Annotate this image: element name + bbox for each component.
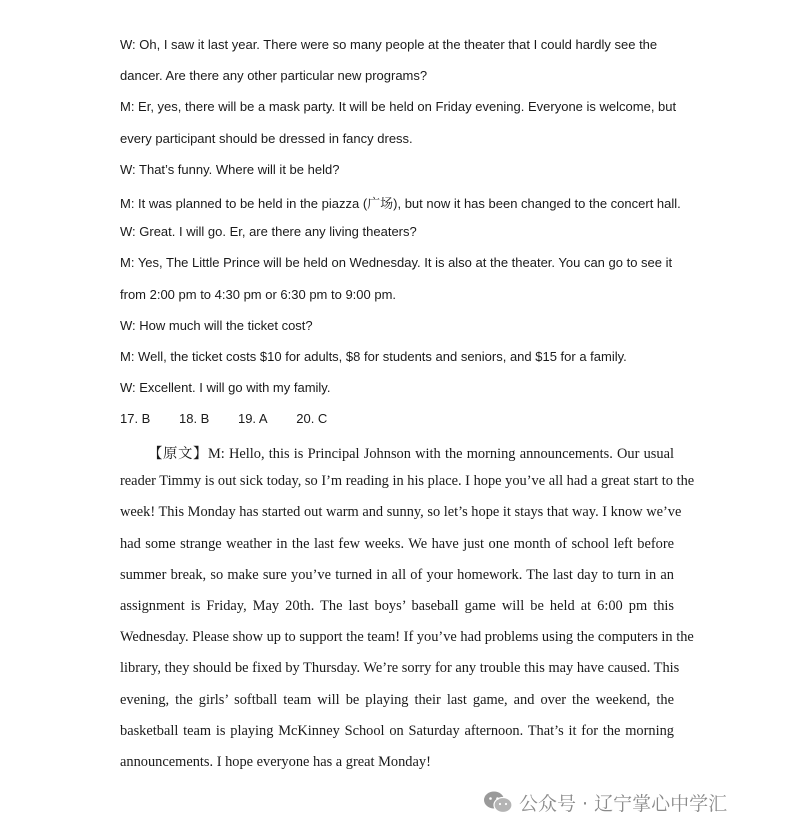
answer-20: 20. C	[296, 411, 328, 426]
dialogue-line: W: Oh, I saw it last year. There were so many people at the theater that I could hardly see the	[120, 37, 658, 52]
passage-line: announcements. I hope everyone has a great Monday!	[120, 754, 431, 770]
passage-line: basketball team is playing McKinney School on Saturday afternoon. That’s it for the morning	[120, 723, 674, 739]
answer-18: 18. B	[178, 411, 210, 426]
dialogue-line: W: That’s funny. Where will it be held?	[120, 162, 340, 177]
watermark-text: 公众号 · 辽宁掌心中学汇	[519, 792, 728, 815]
dialogue-line: W: Excellent. I will go with my family.	[120, 380, 331, 395]
dialogue-line: from 2:00 pm to 4:30 pm or 6:30 pm to 9:00 pm.	[120, 287, 397, 302]
answer-17: 17. B	[120, 411, 151, 426]
passage-line: Wednesday. Please show up to support the team! If you’ve had problems using the computers in the	[120, 629, 694, 645]
answer-key	[120, 411, 680, 426]
dialogue-line: dancer. Are there any other particular new programs?	[120, 68, 428, 83]
dialogue-line: every participant should be dressed in fancy dress.	[120, 131, 413, 146]
passage-line: reader Timmy is out sick today, so I’m reading in his place. I hope you’ve all had a great start to the	[120, 473, 695, 489]
dialogue-line: M: It was planned to be held in the piazza (广场), but now it has been changed to the concert hall.	[120, 196, 681, 211]
dialogue-line: M: Yes, The Little Prince will be held on Wednesday. It is also at the theater. You can go to see it	[120, 255, 673, 270]
passage-line: evening, the girls’ softball team will be playing their last game, and over the weekend, the	[120, 692, 674, 708]
passage-line: summer break, so make sure you’ve turned in all of your homework. The last day to turn in an	[120, 567, 674, 583]
watermark	[483, 790, 727, 814]
answer-19: 19. A	[237, 411, 268, 426]
dialogue-line: W: How much will the ticket cost?	[120, 318, 313, 333]
dialogue-line: M: Er, yes, there will be a mask party. It will be held on Friday evening. Everyone is welcome, but	[120, 99, 677, 114]
passage-line: week! This Monday has started out warm and sunny, so let’s hope it stays that way. I know we’ve	[120, 504, 682, 520]
dialogue-line: M: Well, the ticket costs $10 for adults, $8 for students and seniors, and $15 for a family.	[120, 349, 627, 364]
passage-line: assignment is Friday, May 20th. The last boys’ baseball game will be held at 6:00 pm this	[120, 598, 674, 614]
passage-line: 【原文】M: Hello, this is Principal Johnson with the morning announcements. Our usual	[148, 446, 674, 462]
passage-line: had some strange weather in the last few weeks. We have just one month of school left before	[120, 536, 674, 552]
passage-line: library, they should be fixed by Thursday. We’re sorry for any trouble this may have caused. This	[120, 660, 680, 676]
wechat-icon	[483, 790, 513, 814]
dialogue-line: W: Great. I will go. Er, are there any living theaters?	[120, 224, 417, 239]
